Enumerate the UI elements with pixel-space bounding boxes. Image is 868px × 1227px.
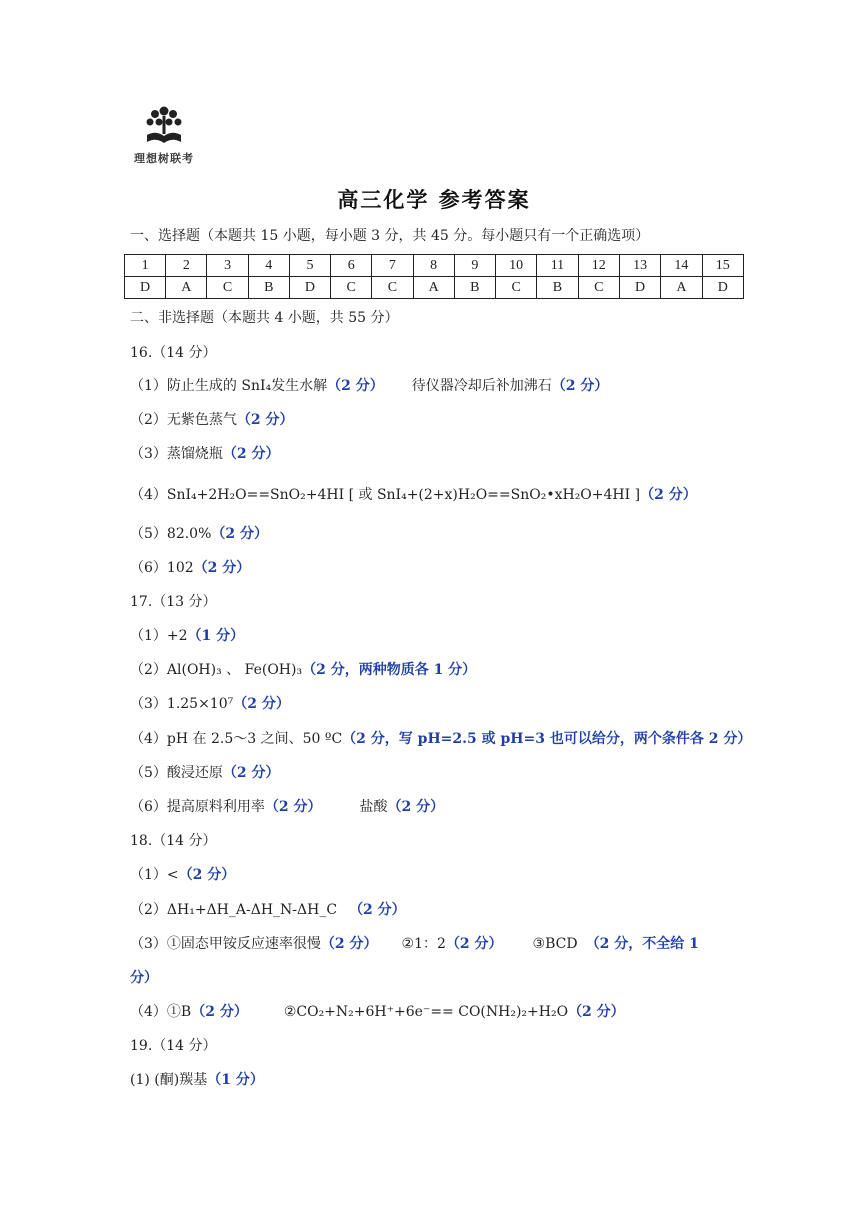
- answer-text: （4）SnI₄+2H₂O==SnO₂+4HI [ 或 SnI₄+(2+x)H₂O==SnO₂•xH₂O+4HI ]: [130, 487, 641, 503]
- answer-text: （2）ΔH₁+ΔH_A-ΔH_N-ΔH_C: [130, 902, 338, 918]
- q17-answer-4: [130, 730, 751, 748]
- answer-text: （6）102: [130, 560, 194, 576]
- section-1-heading: 一、选择题（本题共 15 小题，每小题 3 分，共 45 分。每小题只有一个正确选项）: [130, 228, 650, 244]
- score: （1 分）: [187, 628, 245, 644]
- score: （2 分，两种物质各 1 分）: [302, 662, 477, 678]
- q17-answer-6: [130, 798, 444, 816]
- score: （2 分）: [191, 1004, 248, 1020]
- score: （1 分）: [207, 1072, 264, 1088]
- answer-number: 12: [578, 255, 619, 277]
- answer-letter: A: [413, 277, 454, 299]
- answer-number: 9: [454, 255, 495, 277]
- answer-text: （1）<: [130, 867, 179, 883]
- answer-text: （2）无紫色蒸气: [130, 412, 237, 428]
- q18-answer-1: [130, 866, 235, 884]
- score: （2 分）: [445, 936, 503, 952]
- q16-answer-1: [130, 377, 608, 395]
- q16-answer-3: [130, 445, 280, 463]
- page-title: 高三化学 参考答案: [337, 188, 531, 212]
- score: （2 分）: [222, 446, 280, 462]
- answer-table: [124, 254, 744, 299]
- score: （2 分）: [320, 936, 378, 952]
- q17-answer-1: [130, 627, 244, 645]
- answer-text: （3）①固态甲铵反应速率很慢: [130, 936, 321, 952]
- score: （2 分）: [264, 799, 322, 815]
- answer-number: 5: [289, 255, 330, 277]
- answer-number: 7: [372, 255, 413, 277]
- logo-text: 理想树联考: [134, 152, 194, 165]
- q18-answer-4: [130, 1003, 625, 1021]
- answer-number: 6: [331, 255, 372, 277]
- q19-heading: 19.（14 分）: [130, 1038, 217, 1054]
- answer-text: 盐酸: [359, 799, 388, 815]
- answer-number: 3: [207, 255, 248, 277]
- answer-number: 4: [248, 255, 289, 277]
- q16-answer-4: [130, 486, 697, 504]
- score: （2 分）: [222, 765, 280, 781]
- answer-text: （4）①B: [130, 1004, 192, 1020]
- q18-answer-3-cont: 分）: [130, 970, 158, 986]
- answer-letter: C: [372, 277, 413, 299]
- q18-heading: 18.（14 分）: [130, 833, 217, 849]
- answer-letter: D: [619, 277, 660, 299]
- answer-letter-row: [125, 277, 744, 299]
- answer-text: 待仪器冷却后补加沸石: [411, 378, 552, 394]
- q17-answer-5: [130, 764, 280, 782]
- answer-letter: D: [125, 277, 166, 299]
- score: （2 分）: [233, 696, 290, 712]
- q17-answer-3: [130, 695, 290, 713]
- score: （2 分）: [551, 378, 609, 394]
- logo: [124, 102, 204, 166]
- q18-answer-2: [130, 901, 406, 919]
- answer-letter: C: [578, 277, 619, 299]
- answer-text: （3）1.25×10⁷: [130, 696, 234, 712]
- answer-number: 15: [702, 255, 743, 277]
- section-2-heading: 二、非选择题（本题共 4 小题，共 55 分）: [130, 310, 399, 326]
- answer-text: （1）+2: [130, 628, 188, 644]
- answer-letter: C: [207, 277, 248, 299]
- score: （2 分）: [236, 412, 294, 428]
- q16-answer-5: [130, 525, 268, 543]
- answer-number: 14: [661, 255, 702, 277]
- answer-number: 2: [166, 255, 207, 277]
- answer-letter: A: [166, 277, 207, 299]
- answer-text: （2）Al(OH)₃ 、 Fe(OH)₃: [130, 662, 303, 678]
- answer-letter: D: [289, 277, 330, 299]
- answer-text: ③BCD: [532, 936, 578, 952]
- answer-text: （3）蒸馏烧瓶: [130, 446, 223, 462]
- q16-answer-6: [130, 559, 250, 577]
- tree-book-icon: [124, 102, 204, 148]
- score: （2 分）: [211, 526, 269, 542]
- answer-number: 13: [619, 255, 660, 277]
- answer-letter: B: [248, 277, 289, 299]
- answer-text: （4）pH 在 2.5～3 之间、50 ºC: [130, 731, 343, 747]
- answer-letter: C: [331, 277, 372, 299]
- answer-text: ②CO₂+N₂+6H⁺+6e⁻== CO(NH₂)₂+H₂O: [283, 1004, 569, 1020]
- answer-number: 8: [413, 255, 454, 277]
- score: （2 分）: [349, 902, 406, 918]
- answer-number: 1: [125, 255, 166, 277]
- score: （2 分）: [193, 560, 251, 576]
- score: （2 分）: [178, 867, 236, 883]
- answer-text: （5）酸浸还原: [130, 765, 223, 781]
- score: （2 分）: [640, 487, 697, 503]
- answer-number-row: [125, 255, 744, 277]
- answer-letter: A: [661, 277, 702, 299]
- q17-heading: 17.（13 分）: [130, 594, 217, 610]
- q18-answer-3: [130, 935, 699, 953]
- answer-letter: D: [702, 277, 743, 299]
- score: （2 分，不全给 1: [585, 936, 699, 952]
- answer-text: （1）防止生成的 SnI₄发生水解: [130, 378, 328, 394]
- q16-answer-2: [130, 411, 294, 429]
- score: （2 分）: [568, 1004, 625, 1020]
- answer-text: （5）82.0%: [130, 526, 212, 542]
- answer-text: ②1：2: [401, 936, 446, 952]
- answer-letter: B: [454, 277, 495, 299]
- answer-letter: B: [537, 277, 578, 299]
- answer-number: 11: [537, 255, 578, 277]
- score: （2 分，写 pH=2.5 或 pH=3 也可以给分，两个条件各 2 分）: [342, 731, 752, 747]
- answer-number: 10: [495, 255, 536, 277]
- answer-text: （6）提高原料利用率: [130, 799, 265, 815]
- q17-answer-2: [130, 661, 476, 679]
- answer-letter: C: [495, 277, 536, 299]
- q19-answer-1: [130, 1071, 264, 1089]
- q16-heading: 16.（14 分）: [130, 345, 217, 361]
- score: （2 分）: [327, 378, 384, 394]
- score: （2 分）: [387, 799, 445, 815]
- answer-text: (1) (酮)羰基: [130, 1072, 208, 1088]
